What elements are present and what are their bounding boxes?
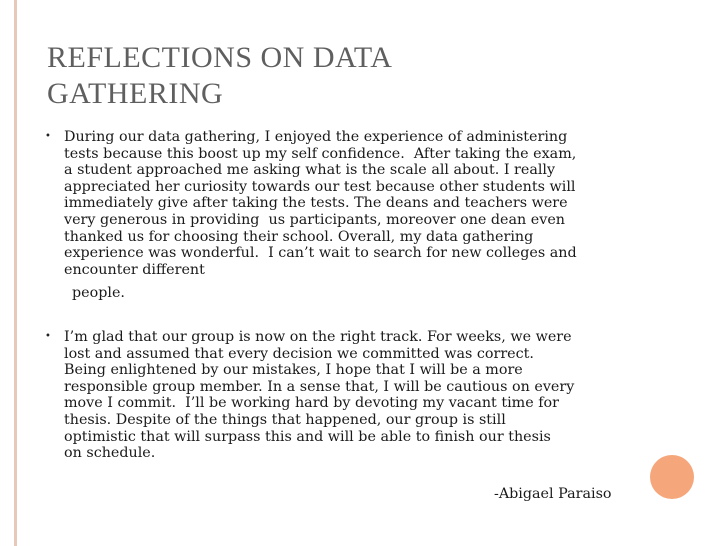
- paragraph-line: move I commit. I’ll be working hard by devoting my vacant time for: [64, 395, 559, 412]
- title-line-2: GATHERING: [47, 77, 224, 110]
- bullet-paragraph-1: [45, 129, 645, 302]
- slide-body: [45, 129, 645, 462]
- author-signature: -Abigael Paraiso: [494, 486, 612, 502]
- paragraph-line: Being enlightened by our mistakes, I hope that I will be a more: [64, 362, 523, 379]
- paragraph-line: responsible group member. In a sense that, I will be cautious on every: [64, 378, 575, 395]
- paragraph-line: thesis. Despite of the things that happened, our group is still: [64, 411, 506, 428]
- paragraph-line: immediately give after taking the tests. The deans and teachers were: [64, 195, 568, 212]
- bullet-icon: •: [45, 131, 51, 142]
- title-line-1: REFLECTIONS ON DATA: [47, 41, 393, 74]
- paragraph-line: very generous in providing us participants, moreover one dean even: [64, 211, 565, 228]
- paragraph-line: a student approached me asking what is the scale all about. I really: [64, 162, 556, 179]
- paragraph-line: encounter different: [64, 261, 205, 278]
- paragraph-line: During our data gathering, I enjoyed the experience of administering: [64, 129, 568, 145]
- slide-title: [47, 40, 607, 112]
- paragraph-line: lost and assumed that every decision we committed was correct.: [64, 345, 534, 362]
- decorative-circle: [650, 455, 694, 499]
- paragraph-line: optimistic that will surpass this and will be able to finish our thesis: [64, 428, 551, 445]
- paragraph-line: experience was wonderful. I can’t wait to search for new colleges and: [64, 245, 577, 262]
- paragraph-line: on schedule.: [64, 445, 156, 462]
- bullet-paragraph-2: [45, 329, 645, 462]
- bullet-icon: •: [45, 330, 51, 342]
- paragraph-line: tests because this boost up my self confidence. After taking the exam,: [64, 145, 577, 162]
- paragraph-continuation: people.: [72, 285, 125, 302]
- paragraph-line: I’m glad that our group is now on the right track. For weeks, we were: [64, 328, 572, 345]
- left-accent-bar: [14, 0, 17, 546]
- paragraph-line: appreciated her curiosity towards our test because other students will: [64, 178, 576, 195]
- paragraph-line: thanked us for choosing their school. Overall, my data gathering: [64, 228, 534, 245]
